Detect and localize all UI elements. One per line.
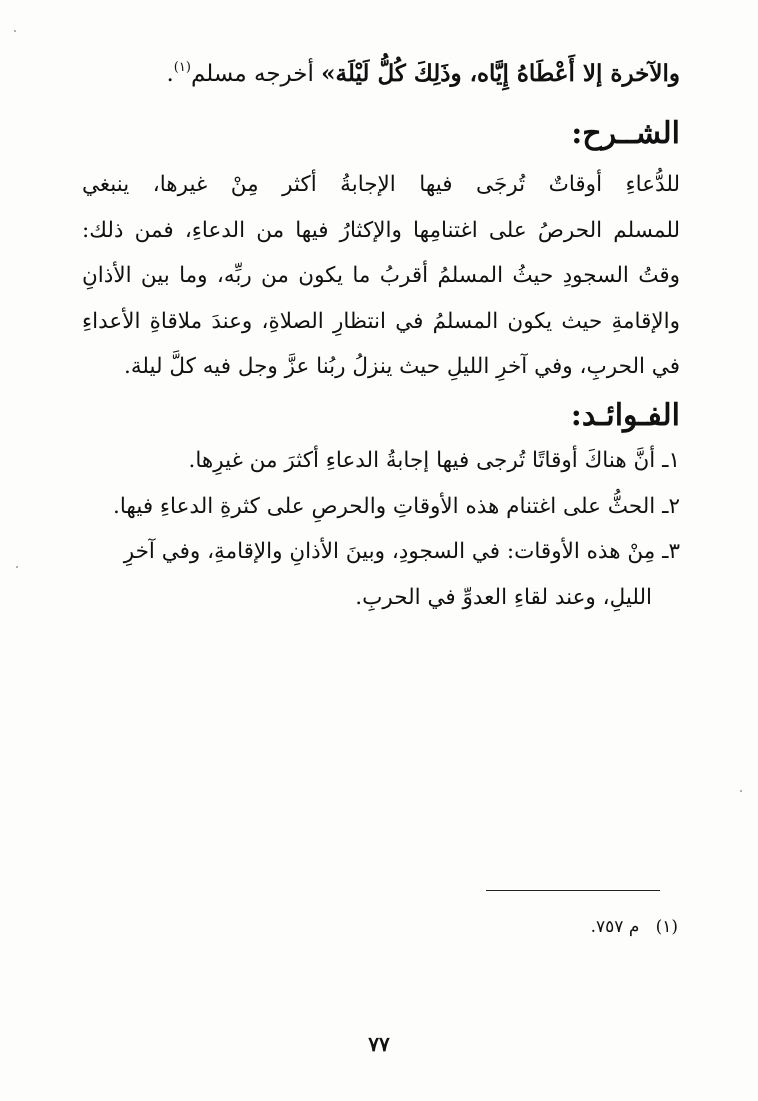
sharh-line: للمسلم الحرصُ على اغتنامِها والإكثارُ فيها من الدعاءِ، فمن ذلك:: [82, 217, 680, 243]
benefit-number: ١ـ: [662, 448, 680, 473]
benefit-text: أنَّ هناكَ أوقاتًا تُرجى فيها إجابةُ الدعاءِ أكثرَ من غيرِها.: [188, 448, 656, 473]
benefit-continuation: الليلِ، وعند لقاءِ العدوِّ في الحربِ.: [355, 584, 652, 610]
sharh-line: وقتُ السجودِ حيثُ المسلمُ أقربُ ما يكون من ربِّه، وما بين الأذانِ: [82, 263, 680, 288]
scan-speck: [740, 790, 742, 792]
sharh-line: والإقامةِ حيث يكون المسلمُ في انتظارِ الصلاةِ، وعندَ ملاقاةِ الأعداءِ: [82, 308, 680, 334]
footnote-marker: (١): [655, 917, 678, 937]
footnote: [591, 914, 678, 940]
section-heading-fawaid: الفـوائـد:: [570, 398, 680, 433]
footnote-divider: [486, 890, 660, 891]
benefit-text: الحثُّ على اغتنام هذه الأوقاتِ والحرصِ على كثرةِ الدعاءِ فيها.: [113, 493, 656, 519]
hadith-text: والآخرة إلا أَعْطَاهُ إِيَّاه، وذَلِكَ كُلُّ لَيْلَة»: [321, 60, 680, 87]
section-heading-sharh: الشــرح:: [571, 116, 680, 151]
footnote-reference: (١): [173, 60, 191, 75]
sharh-line: في الحربِ، وفي آخرِ الليلِ حيث ينزلُ ربُنا عزَّ وجل فيه كلَّ ليلة.: [124, 354, 680, 379]
benefit-item: [80, 438, 680, 484]
sharh-paragraph: [82, 162, 680, 390]
page-number: ٧٧: [368, 1032, 390, 1056]
benefit-item: [80, 484, 680, 530]
benefit-number: ٢ـ: [662, 493, 680, 519]
benefits-list: [80, 438, 680, 620]
hadith-source: أخرجه مسلم: [190, 61, 314, 87]
scan-speck: [14, 30, 16, 32]
hadith-ending-line: [70, 48, 680, 94]
footnote-text: م ٧٥٧.: [590, 917, 640, 937]
benefit-number: ٣ـ: [662, 539, 680, 564]
benefit-text: مِنْ هذه الأوقات: في السجودِ، وبينَ الأذانِ والإقامةِ، وفي آخرِ: [123, 539, 656, 564]
sharh-line: للدُّعاءِ أوقاتٌ تُرجَى فيها الإجابةُ أكثر مِنْ غيرها، ينبغي: [82, 172, 680, 197]
sentence-end-dot: .: [166, 61, 174, 87]
benefit-item: [80, 529, 680, 620]
scan-speck: [16, 566, 18, 568]
